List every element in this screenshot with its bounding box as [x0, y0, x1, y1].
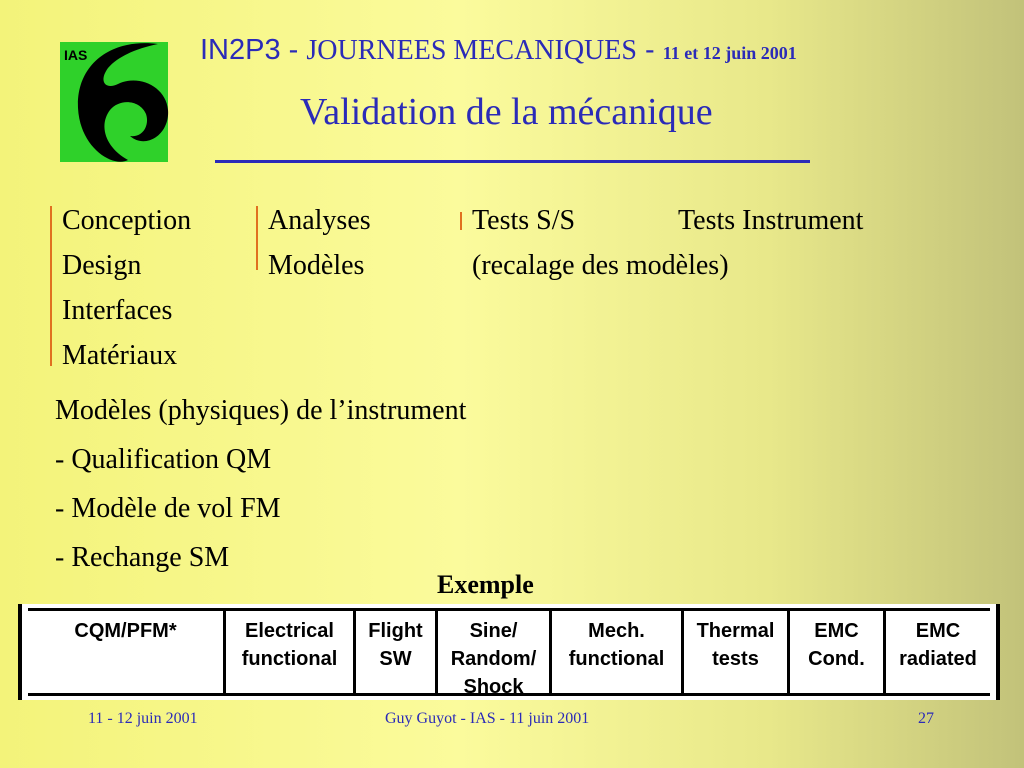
column-line: Interfaces: [62, 295, 173, 326]
table-header-cell: Mech. functional: [552, 611, 684, 693]
table-header-cell: Flight SW: [356, 611, 438, 693]
page-number: 27: [918, 710, 934, 727]
column-divider: [256, 206, 258, 270]
logo-text: IAS: [64, 47, 88, 63]
column-divider: [50, 206, 52, 366]
footer-author: Guy Guyot - IAS - 11 juin 2001: [385, 710, 590, 727]
column-line: Tests S/S: [472, 205, 576, 236]
table-header-cell: Thermal tests: [684, 611, 790, 693]
column-line: Conception: [62, 205, 192, 236]
column-line: (recalage des modèles): [472, 250, 729, 281]
list-intro: Modèles (physiques) de l’instrument: [55, 395, 467, 426]
column-line: Design: [62, 250, 142, 281]
header-dash: -: [636, 34, 663, 66]
list-item: - Rechange SM: [55, 542, 230, 573]
column-line: Tests Instrument: [678, 205, 864, 236]
column-line: Matériaux: [62, 340, 178, 371]
header-title: [200, 34, 960, 67]
example-label: Exemple: [437, 570, 534, 599]
column-analyses: [268, 198, 371, 288]
slide-subtitle: Validation de la mécanique: [300, 91, 713, 133]
table-header-cell: EMC radiated: [899, 620, 977, 670]
table-header-cell: Sine/ Random/ Shock: [438, 611, 552, 693]
column-tests-instrument: [678, 198, 863, 243]
header-main: JOURNEES MECANIQUES: [306, 35, 637, 66]
column-line: Modèles: [268, 250, 365, 281]
column-line: Analyses: [268, 205, 371, 236]
table-header-cell: CQM/PFM*: [28, 611, 226, 693]
table-header-cell: EMC Cond.: [790, 611, 886, 693]
column-divider: [460, 212, 462, 230]
tests-table: [18, 604, 1000, 700]
header-prefix: IN2P3 -: [200, 34, 307, 66]
footer-date: 11 - 12 juin 2001: [88, 710, 198, 727]
list-item: - Modèle de vol FM: [55, 493, 281, 524]
models-list: [55, 386, 466, 582]
table-header-cell: Electrical functional: [226, 611, 356, 693]
column-conception: [62, 198, 191, 378]
list-item: - Qualification QM: [55, 444, 272, 475]
ias-logo: [58, 38, 172, 170]
header-date: 11 et 12 juin 2001: [662, 43, 797, 63]
title-underline: [215, 160, 810, 163]
